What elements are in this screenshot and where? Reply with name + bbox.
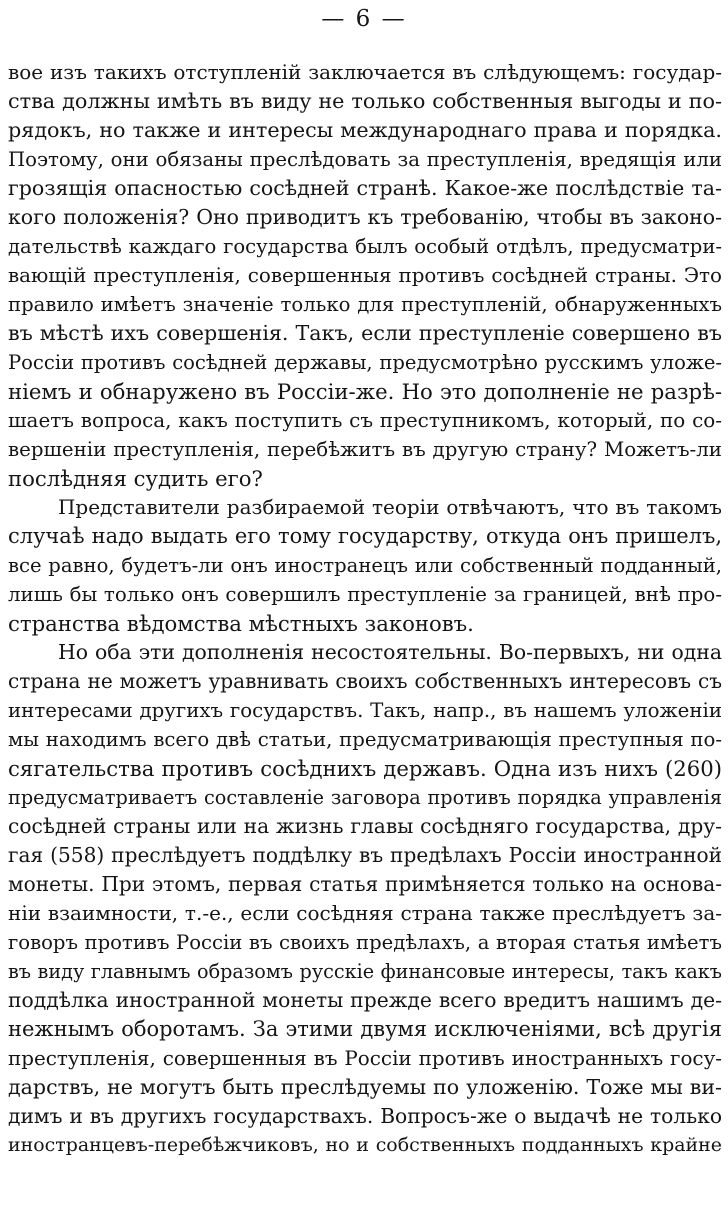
- text-line: преступленія, совершенныя въ Россіи противъ иностранныхъ госу-: [8, 1047, 722, 1070]
- page-number: — 6 —: [321, 6, 407, 32]
- text-line: сосѣдней страны или на жизнь главы сосѣдняго государства, дру-: [8, 814, 722, 838]
- text-line: въ виду главнымъ образомъ русскіе финансовые интересы, такъ какъ: [8, 960, 722, 983]
- text-line: въ мѣстѣ ихъ совершенія. Такъ, если преступленіе совершено въ: [8, 321, 722, 345]
- text-line: послѣдняя судить его?: [8, 466, 263, 491]
- text-line: странства вѣдомства мѣстныхъ законовъ.: [8, 611, 474, 636]
- text-line: мы находимъ всего двѣ статьи, предусматривающія преступныя по-: [8, 728, 722, 751]
- text-line: димъ и въ другихъ государствахъ. Вопросъ-же о выдачѣ не только: [8, 1104, 722, 1128]
- text-line: ніемъ и обнаружено въ Россіи-же. Но это дополненіе не разрѣ-: [8, 379, 722, 404]
- text-line: иностранцевъ-перебѣжчиковъ, но и собственныхъ подданныхъ крайне: [8, 1134, 722, 1156]
- text-line: все равно, будетъ-ли онъ иностранецъ или собственный подданный,: [8, 554, 722, 577]
- text-line: правило имѣетъ значеніе только для преступленій, обнаруженныхъ: [8, 293, 722, 316]
- text-line: вершеніи преступленія, перебѣжитъ въ другую страну? Можетъ-ли: [8, 438, 722, 461]
- text-line: кого положенія? Оно приводитъ къ требованію, чтобы въ законо-: [8, 205, 722, 229]
- text-line: поддѣлка иностранной монеты прежде всего вредитъ нашимъ де-: [8, 988, 722, 1012]
- paragraph-3: [8, 638, 722, 1160]
- text-line: Представители разбираемой теоріи отвѣчаютъ, что въ такомъ: [58, 495, 722, 519]
- text-line: предусматриваетъ составленіе заговора противъ порядка управленія: [8, 786, 722, 809]
- text-line: гая (558) преслѣдуетъ поддѣлку въ предѣлахъ Россіи иностранной: [8, 843, 722, 867]
- text-line: Россіи противъ сосѣдней державы, предусмотрѣно русскимъ уложе-: [8, 351, 722, 374]
- text-line: сягательства противъ сосѣднихъ державъ. Одна изъ нихъ (260): [8, 756, 722, 781]
- text-line: интересами другихъ государствъ. Такъ, напр., въ нашемъ уложеніи: [8, 699, 722, 722]
- text-line: ніи взаимности, т.-е., если сосѣдняя страна также преслѣдуетъ за-: [8, 901, 722, 925]
- paragraph-1: [8, 58, 722, 493]
- text-line: ства должны имѣть въ виду не только собственныя выгоды и по-: [8, 89, 722, 113]
- text-line: дательствѣ каждаго государства былъ особый отдѣлъ, предусматри-: [8, 235, 722, 258]
- text-line: монеты. При этомъ, первая статья примѣняется только на основа-: [8, 872, 722, 896]
- text-line: шаетъ вопроса, какъ поступить съ преступникомъ, который, по со-: [8, 408, 722, 432]
- text-line: грозящія опасностью сосѣдней странѣ. Какое-же послѣдствіе та-: [8, 176, 722, 200]
- text-line: Поэтому, они обязаны преслѣдовать за преступленія, вредящія или: [8, 148, 722, 171]
- paragraph-2: [8, 493, 722, 638]
- text-line: вое изъ такихъ отступленій заключается въ слѣдующемъ: государ-: [8, 60, 722, 84]
- text-line: дарствъ, не могутъ быть преслѣдуемы по уложенію. Тоже мы ви-: [8, 1075, 722, 1099]
- text-line: Но оба эти дополненія несостоятельны. Во-первыхъ, ни одна: [58, 640, 722, 664]
- text-line: говоръ противъ Россіи въ своихъ предѣлахъ, а вторая статья имѣетъ: [8, 931, 722, 954]
- text-line: рядокъ, но также и интересы международнаго права и порядка.: [8, 118, 722, 142]
- body-text: [8, 58, 722, 1160]
- text-line: нежнымъ оборотамъ. За этими двумя исключеніями, всѣ другія: [8, 1017, 722, 1041]
- text-line: случаѣ надо выдать его тому государству, откуда онъ пришелъ,: [8, 524, 722, 548]
- text-line: лишь бы только онъ совершилъ преступленіе за границей, внѣ про-: [8, 583, 722, 606]
- text-line: страна не можетъ уравнивать своихъ собственныхъ интересовъ съ: [8, 669, 722, 693]
- text-line: вающій преступленія, совершенныя противъ сосѣдней страны. Это: [8, 264, 722, 287]
